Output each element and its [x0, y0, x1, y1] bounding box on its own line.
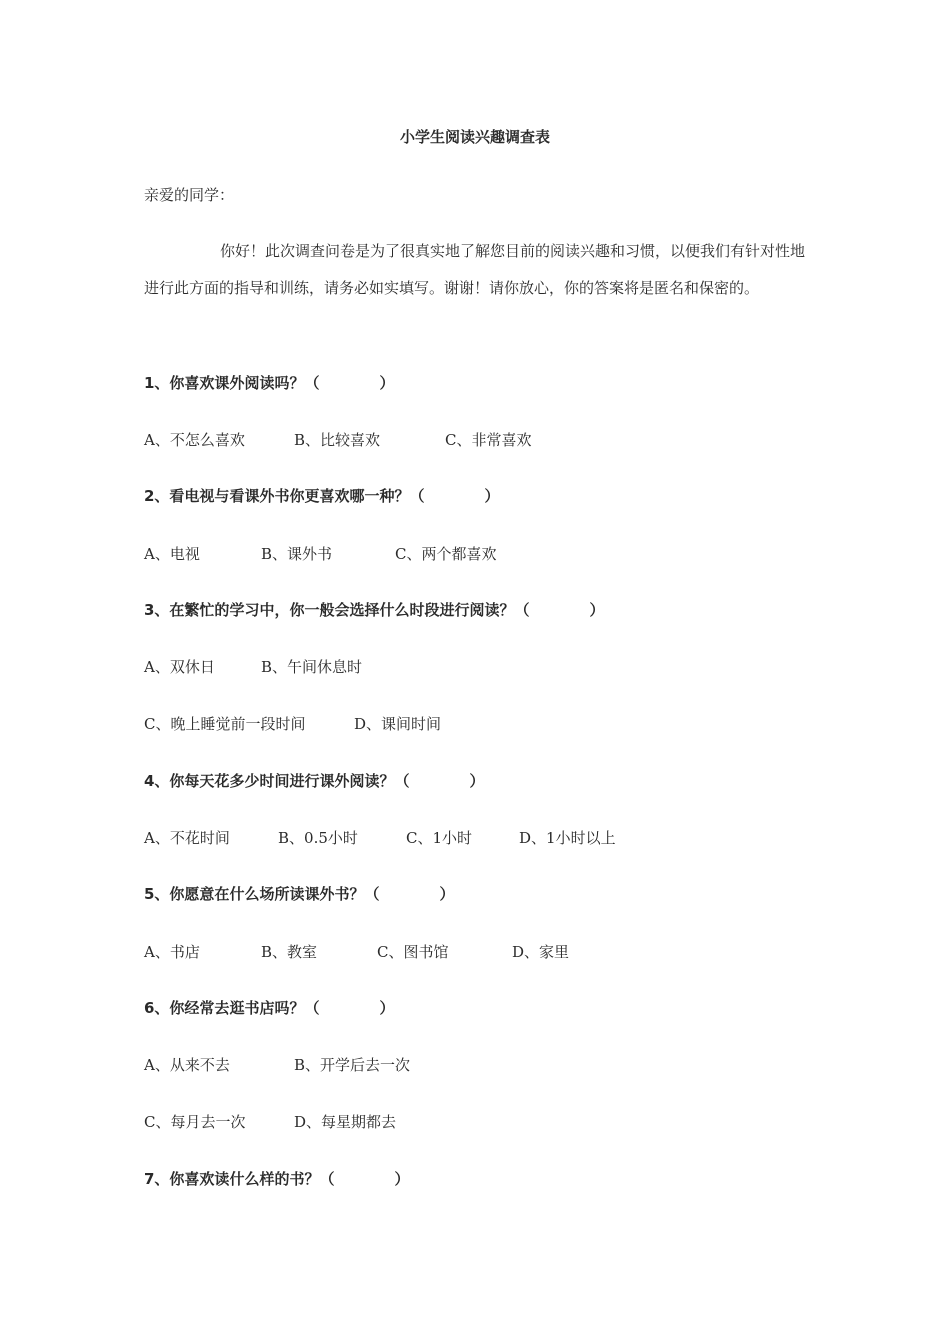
option: B、比较喜欢 — [294, 431, 381, 449]
option: A、从来不去 — [144, 1056, 230, 1074]
option: D、1小时以上 — [519, 829, 616, 847]
question-4: 4、你每天花多少时间进行课外阅读？（ ） — [144, 772, 485, 790]
question-7: 7、你喜欢读什么样的书？（ ） — [144, 1170, 410, 1188]
option: A、双休日 — [144, 658, 215, 676]
option: C、图书馆 — [377, 943, 449, 961]
option: B、0.5小时 — [278, 829, 358, 847]
option: A、电视 — [144, 545, 200, 563]
option: A、不花时间 — [144, 829, 230, 847]
option: B、教室 — [261, 943, 318, 961]
option: B、课外书 — [261, 545, 333, 563]
option: B、开学后去一次 — [294, 1056, 411, 1074]
greeting: 亲爱的同学： — [144, 186, 235, 204]
option: A、不怎么喜欢 — [144, 431, 245, 449]
option: D、每星期都去 — [294, 1113, 397, 1131]
option: A、书店 — [144, 943, 200, 961]
option: B、午间休息时 — [261, 658, 363, 676]
intro-paragraph — [144, 233, 816, 307]
option: C、每月去一次 — [144, 1113, 246, 1131]
document-title: 小学生阅读兴趣调查表 — [399, 128, 550, 146]
option: C、1小时 — [406, 829, 473, 847]
option: D、家里 — [512, 943, 570, 961]
question-6: 6、你经常去逛书店吗？（ ） — [144, 999, 395, 1017]
question-2: 2、看电视与看课外书你更喜欢哪一种？（ ） — [144, 487, 500, 505]
option: C、晚上睡觉前一段时间 — [144, 715, 306, 733]
question-1: 1、你喜欢课外阅读吗？（ ） — [144, 374, 395, 392]
option: D、课间时间 — [354, 715, 442, 733]
intro-text: 你好！此次调查问卷是为了很真实地了解您目前的阅读兴趣和习惯，以便我们有针对性地进行此方面的指导和训练，请务必如实填写。谢谢！请你放心，你的答案将是匿名和保密的。 — [144, 242, 806, 297]
option: C、两个都喜欢 — [395, 545, 497, 563]
question-5: 5、你愿意在什么场所读课外书？（ ） — [144, 885, 455, 903]
option: C、非常喜欢 — [445, 431, 532, 449]
question-3: 3、在繁忙的学习中，你一般会选择什么时段进行阅读？（ ） — [144, 601, 605, 619]
